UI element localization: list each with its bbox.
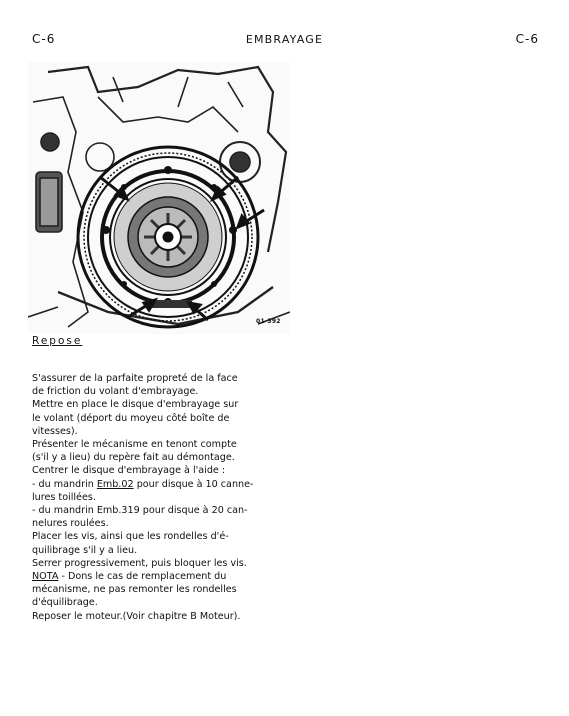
tool-reference-emb02: Emb.02: [96, 478, 134, 490]
text-line: Serrer progressivement, puis bloquer les vis.: [32, 557, 247, 569]
chapter-title: EMBRAYAGE: [245, 33, 324, 46]
text-line: Reposer le moteur.(Voir chapitre B Moteur).: [32, 610, 241, 622]
text-line: de friction du volant d'embrayage.: [32, 386, 199, 398]
text-line: [32, 570, 284, 583]
text-line: S'assurer de la parfaite propreté de la face: [32, 373, 238, 384]
text-line: nelures roulées.: [32, 518, 109, 530]
text-line: Présenter le mécanisme en tenont compte: [32, 439, 237, 451]
text-line: [32, 478, 284, 491]
text-line: vitesses).: [32, 425, 78, 437]
text-line: Centrer le disque d'embrayage à l'aide :: [32, 465, 226, 477]
text-segment: - Dons le cas de remplacement du: [58, 571, 227, 583]
text-segment: - du mandrin: [32, 478, 97, 490]
page-code-left: C-6: [32, 32, 56, 46]
text-line: d'équilibrage.: [32, 597, 98, 609]
nota-label: NOTA: [32, 571, 59, 583]
text-line: (s'il y a lieu) du repère fait au démontage.: [32, 452, 235, 464]
clutch-illustration: [28, 62, 290, 334]
text-line: Mettre en place le disque d'embrayage sur: [32, 399, 239, 411]
text-line: Placer les vis, ainsi que les rondelles d'é-: [32, 531, 229, 543]
text-line: - du mandrin Emb.319 pour disque à 20 can-: [32, 505, 248, 517]
text-line: le volant (déport du moyeu côté boîte de: [32, 412, 230, 424]
section-title-text: Repose: [32, 335, 83, 347]
text-line: quilibrage s'il y a lieu.: [32, 544, 138, 556]
text-line: mécanisme, ne pas remonter les rondelles: [32, 584, 237, 596]
section-title: [32, 335, 82, 347]
text-line: lures toillées.: [32, 491, 96, 503]
figure-reference: 01 392: [256, 318, 281, 325]
page-code-right: C-6: [515, 32, 539, 46]
text-segment: pour disque à 10 canne-: [133, 478, 254, 490]
procedure-text: [32, 372, 284, 623]
